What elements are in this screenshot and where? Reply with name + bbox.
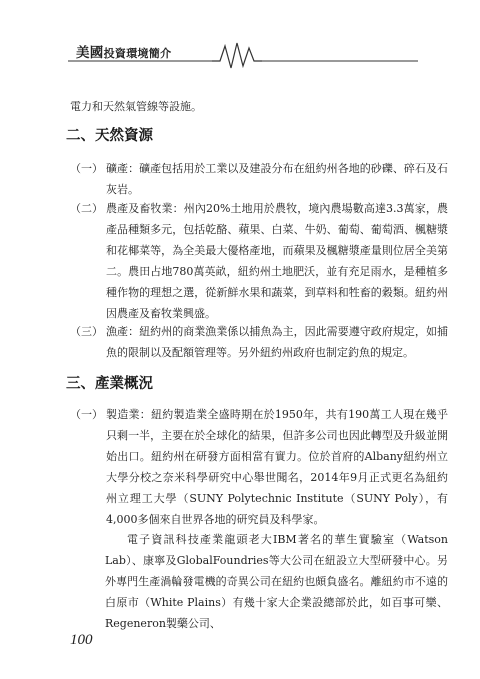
- paragraph-electronics-industry: 電子資訊科技產業龍頭老大IBM著名的華生實驗室（Watson Lab）、康寧及GlobalFoundries等大公司在紐設立大型研發中心。另外專門生產渦輪發電機的奇異公司在紐約也頗負盛名。離紐約市不遠的白原市（White Plains）有幾十家大企業設總部於此，如百事可樂、Regeneron製藥公司、: [105, 533, 448, 630]
- list-item-text: 製造業：紐約製造業全盛時期在於1950年，共有190萬工人現在幾乎只剩一半，主要在於全球化的結果，但許多公司也因此轉型及升級並開始出口。紐約州在研發方面相當有實力。位於首府的Albany紐約州立大學分校之奈米科學研究中心舉世聞名，2014年9月正式更名為紐約州立理工大學（SUNY Polytechnic Institute（SUNY Poly），有4,000多個來自世界各地的研究員及科學家。: [106, 408, 448, 526]
- list-item-text: 農產及畜牧業：州內20%土地用於農牧，境內農場數高達3.3萬家，農產品種類多元，包括乾酪、蘋果、白菜、牛奶、葡萄、葡萄酒、楓糖漿和花椰菜等，為全美最大優格產地，而蘋果及楓糖漿產量則位居全美第二。農田占地780萬英畝，紐約州土地肥沃，並有充足雨水，是種植多種作物的理想之選，從新鮮水果和蔬菜，到草料和牲畜的穀類。紐約州因農產及畜牧業興盛。: [106, 202, 448, 320]
- section-heading-industry-overview: 三、產業概況: [66, 375, 153, 392]
- header-title-sub: 投資環境簡介: [103, 47, 172, 60]
- page-number: 100: [70, 632, 93, 648]
- header-title-main: 美國: [76, 45, 104, 61]
- list-item-fishery: [70, 321, 448, 363]
- intro-line: 電力和天然氣管線等設施。: [70, 100, 202, 113]
- list-item-text: 漁產：紐約州的商業漁業係以捕魚為主，因此需要遵守政府規定，如捕魚的限制以及配額管理等。另外紐約州政府也制定釣魚的規定。: [106, 325, 448, 359]
- list-item-minerals: [70, 158, 448, 200]
- header-zigzag-line: [0, 30, 480, 70]
- section-heading-natural-resources: 二、天然資源: [66, 127, 153, 144]
- header-title: [76, 41, 171, 61]
- list-item-number: （一）: [70, 162, 103, 175]
- list-item-text: 礦產：礦產包括用於工業以及建設分布在紐約州各地的砂礫、碎石及石灰岩。: [106, 162, 448, 196]
- list-item-agriculture: [70, 198, 448, 324]
- list-item-manufacturing: [70, 404, 448, 530]
- list-item-number: （二）: [70, 202, 103, 215]
- list-item-number: （一）: [70, 408, 103, 421]
- running-header: [0, 30, 480, 70]
- list-item-number: （三）: [70, 325, 103, 338]
